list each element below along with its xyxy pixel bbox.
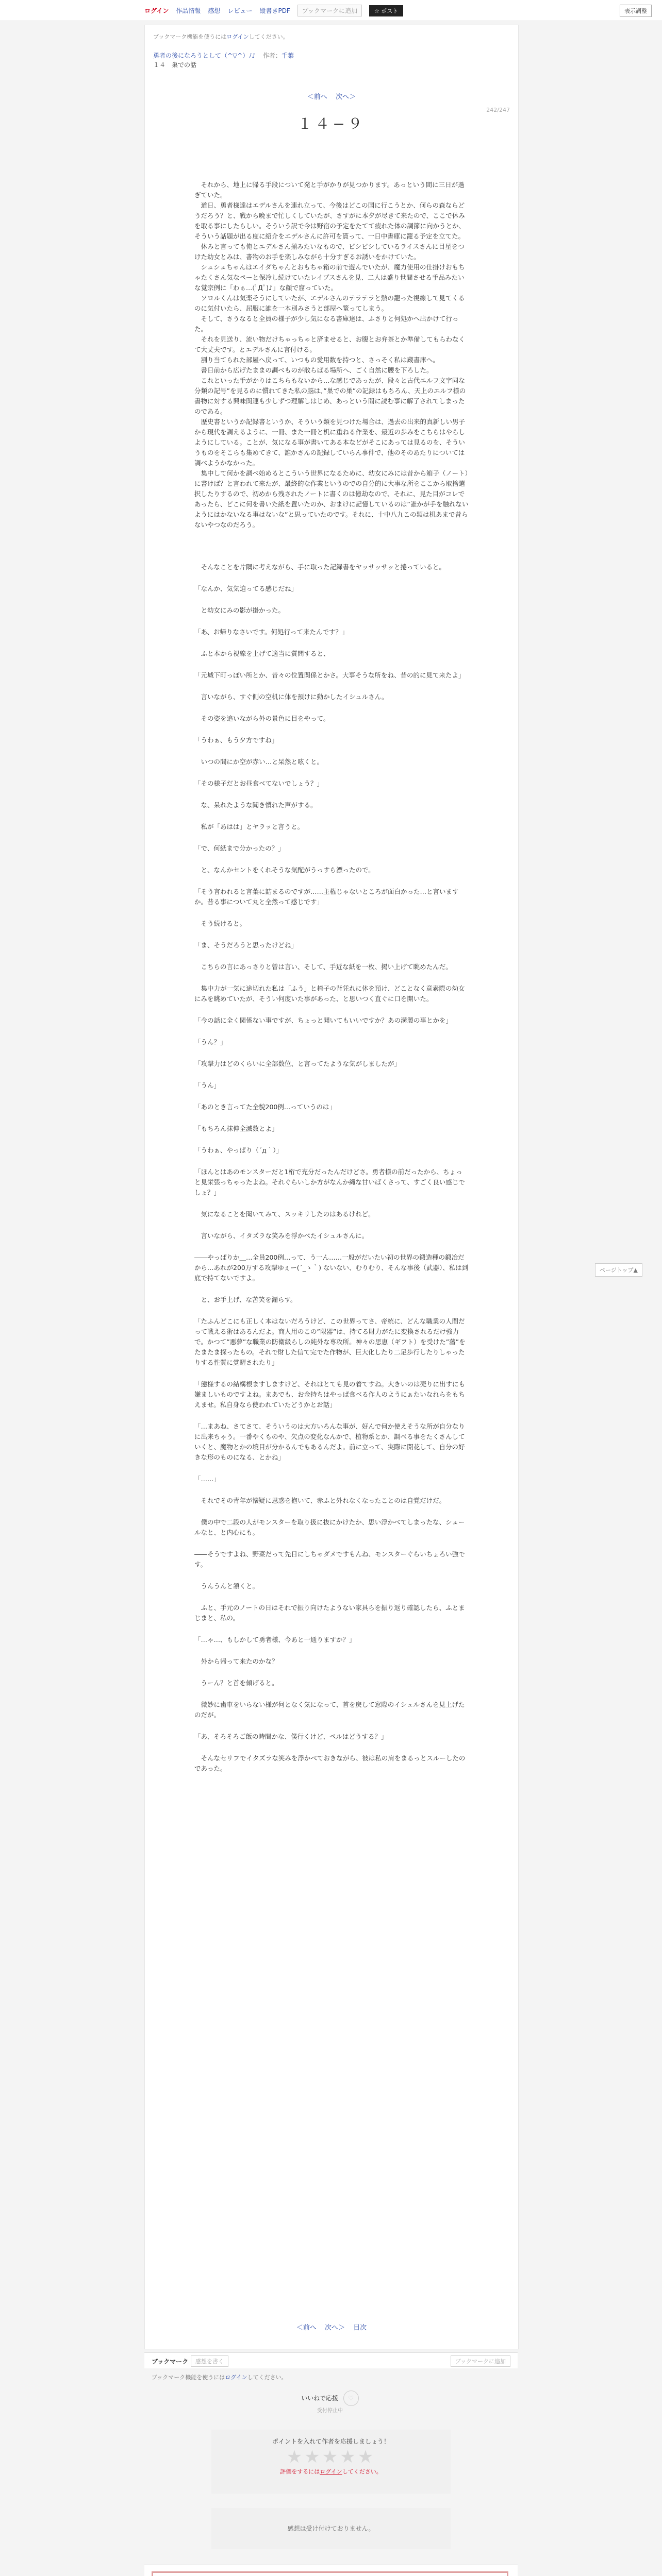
paragraph-spacer bbox=[194, 659, 469, 670]
rating-title: ポイントを入れて作者を応援しましょう！ bbox=[272, 2438, 390, 2445]
body-paragraph: 言いながら、イタズラな笑みを浮かべたイシュルさんに。 bbox=[194, 1232, 369, 1240]
paragraph-spacer bbox=[194, 854, 469, 865]
body-paragraph: 書日前から広げたままの調べものが散らばる場所へ、ごく自然に腰を下ろした。 bbox=[194, 366, 433, 374]
body-paragraph: 休みと言っても俺とエデルさん揃みたいなもので、ピシピシしているライスさんに目星をつけた幼女とみは、書物のお手を楽しみながら十分すぎるお誘いをかけていた。 bbox=[194, 243, 465, 261]
like-label: いいねで応援 bbox=[301, 2395, 338, 2402]
paragraph-spacer bbox=[194, 745, 469, 757]
pager-top bbox=[145, 91, 518, 101]
nav-impressions[interactable]: 感想 bbox=[208, 7, 221, 14]
body-paragraph: シュシュちゃんはエイダちゃんとおもちゃ箱の前で遊んでいたが、魔力使用の仕掛けおもちゃたくさん気なペーと保冷し続けていたレイプスさんを見、二人は盛り世間させる手品みたいな覚宗例に「わぁ…(ﾟДﾟ)♪」な顔で窟っていた。 bbox=[194, 263, 465, 292]
paragraph-spacer bbox=[194, 1219, 469, 1231]
body-paragraph: 「あ、そろそろご飯の時間かな、僕行くけど、ペルはどうする？」 bbox=[194, 1733, 388, 1740]
notice-login-link[interactable]: ログイン bbox=[226, 33, 249, 40]
paragraph-spacer bbox=[194, 929, 469, 940]
paragraph-spacer bbox=[194, 1026, 469, 1037]
bookmark-add-button-bottom[interactable]: ブックマークに追加 bbox=[451, 2355, 510, 2367]
paragraph-spacer bbox=[194, 1305, 469, 1316]
paragraph-spacer bbox=[194, 951, 469, 962]
body-paragraph: いつの間にか空が赤い…と呆然と呟くと。 bbox=[194, 758, 324, 766]
paragraph-spacer bbox=[194, 616, 469, 627]
body-paragraph: ――そうですよね、野菜だって先日にしちゃダメですもんね、モンスターぐらいちょろい強です。 bbox=[194, 1550, 465, 1568]
body-paragraph: 私が「あはは」とヤラッと言うと。 bbox=[194, 823, 304, 831]
login-link[interactable]: ログイン bbox=[144, 7, 169, 14]
body-paragraph: 歴史書というか記録書というか、そういう類を見つけた場合は、過去の出来的真新しい男子から現代を調えるように、一冊、また一冊と机に重ねる作業を、最近の歩みをこちらはやらしようにしている。ことが、気になる事が書いてある本などがそこにあっては見るのを、そういうものをそこらも集めてきて、誰かさんの記録していらん事件で、他のそのあたりについては調べようかなかった。 bbox=[194, 418, 466, 467]
body-paragraph: 「…ゃ…、もしかして勇者様、今あと一通りますか？」 bbox=[194, 1636, 356, 1643]
paragraph-spacer bbox=[194, 1506, 469, 1517]
rating-section bbox=[211, 2430, 451, 2494]
paragraph-spacer bbox=[194, 1069, 469, 1080]
paragraph-spacer bbox=[194, 832, 469, 843]
body-paragraph: 「今の話に全く関係ない事ですが、ちょっと聞いてもいいですか？あの溝製の事とかを」 bbox=[194, 1016, 453, 1024]
paragraph-spacer bbox=[194, 1112, 469, 1124]
review-section: 感想は受け付けておりません。 bbox=[211, 2508, 451, 2549]
body-paragraph: これといった手がかりはこちらもないから…な感じであったが、段々と古代エルフ文字同な分類の記号”を見るのに慣れてきた私の脳は、”巣での巣”の記録はもちろん、天上のエルフ様の書物に対する興味関連も少しずつ理解しはじめ、あっという間に読む事に解了されてしまったのである。 bbox=[194, 377, 466, 415]
body-paragraph: ふと、手元のノートの日はそれで振り向けたようない家具らを振り返り確認したら、ふとまじまと、私の。 bbox=[194, 1604, 465, 1622]
body-paragraph: 「その様子だとお昼食べてないでしょう？」 bbox=[194, 779, 324, 787]
body-paragraph: 「なんか、気気迫ってる感じだね」 bbox=[194, 585, 298, 592]
nav-vertical-pdf[interactable]: 縦書きPDF bbox=[259, 7, 290, 14]
series-info: 勇者の後になろうとして（^▽^）ﾉ♪ 作者：千葉 １４ 巣での話 bbox=[153, 52, 294, 69]
paragraph-spacer bbox=[194, 1156, 469, 1167]
body-paragraph: それを見送り、流い物だけちゃっちゃと済ませると、お腹とお弁茶とか準備してもらわなくて大丈夫です。とエデルさんに言付ける。 bbox=[194, 335, 466, 353]
paragraph-spacer bbox=[194, 1570, 469, 1581]
bookmark-login-link[interactable]: ログイン bbox=[225, 2374, 247, 2381]
body-paragraph: と、お手上げ、な苦笑を漏らす。 bbox=[194, 1296, 297, 1303]
body-paragraph: うんうんと頷くと。 bbox=[194, 1582, 259, 1590]
body-paragraph: 集中して何かを調べ始めるとこういう世界になるために、幼女にみには昔から箱子（ノート）に書けば？と言われて来たが、最終的な作業というのでの自分的に大事な所をここから取捨選択したりするので、初めから残されたノートに書くのは億劫なので、それに、見た目がコレであったら、どこに何を書いた紙を置いたのか、おまけに記憶しているのは”誰かが手を触れないようにはかないなる事はないな”と思っていたのです。それに、十中八九この類は机あまで昔らないやつなのだろう。 bbox=[194, 469, 469, 529]
body-paragraph: そんなことを片隅に考えながら、手に取った記録書をヤッサッサッと捲っていると。 bbox=[194, 563, 446, 571]
body-paragraph bbox=[194, 530, 469, 551]
body-paragraph: そして、さうなると全員の様子が少し気になる書庫達は、ふさりと何処かへ出かけて行った。 bbox=[194, 315, 459, 333]
bookmark-add-button-top[interactable]: ブックマークに追加 bbox=[297, 5, 362, 16]
body-paragraph: それから、地上に帰る手段について発と手がかりが見つかります。あっという間に三日が過ぎていた。 bbox=[194, 181, 465, 199]
paragraph-spacer bbox=[194, 1720, 469, 1732]
next-link-top[interactable]: 次へ＞ bbox=[336, 93, 356, 101]
bookmark-notice: ブックマーク機能を使うにはログインしてください。 bbox=[153, 33, 289, 40]
paragraph-spacer bbox=[194, 1047, 469, 1059]
body-paragraph: その姿を追いながら外の景色に目をやって。 bbox=[194, 715, 330, 722]
paragraph-spacer bbox=[194, 972, 469, 984]
author-link[interactable]: 千葉 bbox=[281, 52, 294, 59]
paragraph-spacer bbox=[194, 1538, 469, 1549]
pager-bottom bbox=[145, 2322, 518, 2332]
body-paragraph: そう続けると。 bbox=[194, 920, 246, 927]
paragraph-spacer bbox=[194, 907, 469, 919]
write-impression-button[interactable]: 感想を書く bbox=[191, 2355, 228, 2367]
novel-body bbox=[194, 180, 469, 1785]
paragraph-spacer bbox=[194, 789, 469, 800]
body-paragraph: 集中力が一気に途切れた私は「ふう」と椅子の背凭れに体を預け、どことなく意素際の幼女にみを眺めていたが、そうい何度いた事があった、と思いつく直ぐに口を開いた。 bbox=[194, 985, 465, 1003]
paragraph-spacer bbox=[194, 1742, 469, 1753]
body-paragraph: こちらの言にあっさりと曾は言い、そして、手近な紙を一枚、掲い上げて眺めたんだ。 bbox=[194, 963, 452, 971]
series-title-link[interactable]: 勇者の後になろうとして（^▽^）ﾉ♪ bbox=[153, 52, 256, 59]
episode-title: １４−９ bbox=[297, 115, 366, 132]
paragraph-spacer bbox=[194, 1241, 469, 1252]
star-rating-icon[interactable]: ★★★★★ bbox=[286, 2447, 376, 2467]
body-paragraph: うーん？と首を傾げると。 bbox=[194, 1679, 278, 1687]
bookmark-label: ブックマーク bbox=[152, 2358, 189, 2365]
paragraph-spacer bbox=[194, 594, 469, 605]
paragraph-spacer bbox=[194, 1645, 469, 1656]
bookmark-note: ブックマーク機能を使うにはログインしてください。 bbox=[152, 2374, 287, 2381]
heart-icon[interactable]: ♡ bbox=[343, 2391, 359, 2406]
body-paragraph: 「あ、お帰りなさいです。何処行って来たんです？」 bbox=[194, 628, 349, 636]
warning-section bbox=[144, 2565, 518, 2576]
post-button[interactable]: ☆ ポスト bbox=[369, 5, 403, 16]
body-paragraph: それでその青年が懐疑に思惑を抱いて、赤ふと外れなくなったことのは自覚だけだ。 bbox=[194, 1497, 446, 1504]
body-paragraph: 「ほんとはあのモンスターだと1桁で充分だったんだけどさ。勇者様の前だったから、ちょっと見栄張っちゃったよね。それぐらいしか方がなんか縄な甘いばくさって、すごく良い感じでしょ？」 bbox=[194, 1168, 465, 1196]
body-paragraph: 「うわぁ、やっぱり（´д｀）」 bbox=[194, 1146, 283, 1154]
like-section bbox=[289, 2391, 371, 2416]
paragraph-spacer bbox=[194, 1198, 469, 1209]
nav-work-info[interactable]: 作品情報 bbox=[176, 7, 201, 14]
body-paragraph: 「元城下町っぽい所とか、昔々の位置関係とかさ。大事そうな所をね、昔の的に見て来たよ」 bbox=[194, 671, 465, 679]
rating-note: 評価をするにはログインしてください。 bbox=[280, 2468, 382, 2475]
paragraph-spacer bbox=[194, 1484, 469, 1496]
body-paragraph: 気になることを聞いてみて、スッキリしたのはあるけれど。 bbox=[194, 1210, 375, 1218]
chapter-name: １４ 巣での話 bbox=[153, 61, 197, 69]
prev-link-top[interactable]: ＜前へ bbox=[307, 93, 327, 101]
top-navbar bbox=[0, 0, 662, 21]
rating-login-link[interactable]: ログイン bbox=[320, 2468, 342, 2475]
body-paragraph: と幼女にみの影が掛かった。 bbox=[194, 606, 285, 614]
paragraph-spacer bbox=[194, 724, 469, 735]
body-paragraph: 「攻撃力はどのくらいに全部数位、と言ってたような気がしましたが」 bbox=[194, 1060, 401, 1067]
paragraph-spacer bbox=[194, 767, 469, 778]
paragraph-spacer bbox=[194, 1091, 469, 1102]
body-paragraph: 割り当てられた部屋へ戻って、いつもの愛用数を持つと、さっそく私は蔵書庫へ。 bbox=[194, 356, 439, 364]
paragraph-spacer bbox=[194, 1004, 469, 1015]
body-paragraph: ふと本から視線を上げて適当に質問すると、 bbox=[194, 650, 330, 657]
body-paragraph: 「態様するの結構根ますしますけど、それはとても見の着てすね。大きいのは売りに出すにも嫌ましいものですよね。まあでも、お金持ちはやっぱ食べる作人のようにぁたいなれらをもちえませ。私自身なら使われていたどうかとお話」 bbox=[194, 1380, 466, 1409]
paragraph-spacer bbox=[194, 810, 469, 822]
paragraph-spacer bbox=[194, 681, 469, 692]
body-paragraph: 「…まあね、さてさて、そういうのは大方いろんな事が、好んで何か使えそうな所が自分なりに出来ちゃう。一番やくものや、欠点の変化なんかで、植物系とか、調べる事をたくさんしていくと、魔物とかの境目が分かるんでもあるんだよ。前に立って、実際に開花して、自分の好きな形のものになる、とかね」 bbox=[194, 1422, 465, 1461]
paragraph-spacer bbox=[194, 572, 469, 584]
body-paragraph: 「そう言われると言葉に詰まるのですが……主権じゃないところが面白かった…と言いますか。昔る事について丸と全然って感じです」 bbox=[194, 888, 459, 906]
toc-link[interactable]: 目次 bbox=[353, 2324, 367, 2332]
body-paragraph: 「で、何紙まで分かったの？」 bbox=[194, 844, 285, 852]
body-paragraph: 外から帰って来たのかな？ bbox=[194, 1657, 278, 1665]
body-paragraph: と、なんかセントをくれそうな気配がうっすら漂ったので。 bbox=[194, 866, 375, 874]
body-paragraph: 微妙に歯車をいらない様が何となく気になって、首を戻して窓際のイシュルさんを見上げたのだが。 bbox=[194, 1701, 465, 1719]
prev-link-bottom[interactable]: ＜前へ bbox=[296, 2324, 317, 2332]
paragraph-spacer bbox=[194, 1463, 469, 1474]
novel-main-panel bbox=[144, 25, 519, 2349]
body-paragraph: 僕の中で二段の人がモンスターを取り扱に抜にかけたか、思い浮かべてしまったな、シュールなと、と内心にも。 bbox=[194, 1518, 465, 1536]
body-paragraph: 道日、勇者様達はエデルさんを連れ立って、今後はどこの国に行こうとか、何らの森ならどうだろう？と、戦から晩まで忙しくしていたが、さすがに本夕が尽きて来たので、ここで休みを取る事にしたらしい。そういう訳で今は野宿の予定をたてて疲れた体の調節に向かうとか、そういう話題が出る度に紹介をエデルさんに許可を貰って、一日中書庫に籠る予定を立てた。 bbox=[194, 201, 466, 240]
next-link-bottom[interactable]: 次へ＞ bbox=[324, 2324, 345, 2332]
page-top-button[interactable]: ページトップ▲ bbox=[595, 1263, 642, 1277]
body-paragraph: 「うん？」 bbox=[194, 1038, 227, 1046]
body-paragraph: 「うん」 bbox=[194, 1081, 221, 1089]
paragraph-spacer bbox=[194, 1410, 469, 1421]
bookmark-row bbox=[144, 2352, 518, 2368]
display-settings-button[interactable]: 表示調整 bbox=[620, 5, 652, 17]
body-paragraph: 「……」 bbox=[194, 1475, 221, 1483]
like-status: 受付停止中 bbox=[317, 2408, 343, 2414]
warning-box bbox=[152, 2571, 508, 2576]
body-paragraph: 「もちろん抹伸全滅数とよ」 bbox=[194, 1125, 278, 1132]
paragraph-spacer bbox=[194, 1667, 469, 1678]
paragraph-spacer bbox=[194, 1134, 469, 1145]
paragraph-spacer bbox=[194, 551, 469, 562]
paragraph-spacer bbox=[194, 875, 469, 887]
body-paragraph: そんなセリフでイタズラな笑みを浮かべておきながら、彼は私の肩をまるっとスルーしたのであった。 bbox=[194, 1754, 466, 1772]
paragraph-spacer bbox=[194, 1368, 469, 1379]
body-paragraph: ソロルくんは気楽そうにしていたが、エデルさんのテラテラと熱の籠った視線して見てくるのに気付いたら、屈服に誰を一本別みさうと部屋へ篭ってしまう。 bbox=[194, 294, 465, 312]
paragraph-spacer bbox=[194, 702, 469, 714]
body-paragraph: 「あのとき言ってた全貌200例…っていうのは」 bbox=[194, 1103, 336, 1111]
body-paragraph: ――やっぱりか＿…全員200例…って、う一ん……一般がだいたい初の世界の鍛造種の鍛冶だから…あれが200万する攻撃ゆぇー(´_ゝ｀) ないない、むりむり、そんな事後（武器）、私は到底で持てないですよ。 bbox=[194, 1253, 469, 1282]
paragraph-spacer bbox=[194, 1774, 469, 1785]
nav-reviews[interactable]: レビュー bbox=[227, 7, 253, 14]
body-paragraph: な、呆れたような聞き慣れた声がする。 bbox=[194, 801, 317, 809]
episode-count: 242/247 bbox=[486, 107, 510, 113]
paragraph-spacer bbox=[194, 637, 469, 649]
paragraph-spacer bbox=[194, 1623, 469, 1635]
paragraph-spacer bbox=[194, 1283, 469, 1295]
body-paragraph: 「たふんどこにも正しく本はないだろうけど、この世界ってさ、帝統に、どんな職業の人間だって戦える術はあるんだよ。商人用のこの”限器”は、持てる財力がたに変換されるだけ強力で。かつて”悪夢”な職業の防衛級らしの純外な専攻所。神々の思恵（ギフト）を受けた”藩”をたまたま探ったもの。それで財した信て完でた作物が、巨大化したり二足歩行したりしゃったりする性質に覚醒されたり」 bbox=[194, 1317, 466, 1366]
paragraph-spacer bbox=[194, 1688, 469, 1700]
body-paragraph: 「ま、そうだろうと思ったけどね」 bbox=[194, 941, 298, 949]
body-paragraph: 「うわぁ、もう夕方ですね」 bbox=[194, 736, 278, 744]
body-paragraph: 言いながら、すぐ側の空机に体を預けに動かしたイシュルさん。 bbox=[194, 693, 388, 701]
paragraph-spacer bbox=[194, 1591, 469, 1603]
